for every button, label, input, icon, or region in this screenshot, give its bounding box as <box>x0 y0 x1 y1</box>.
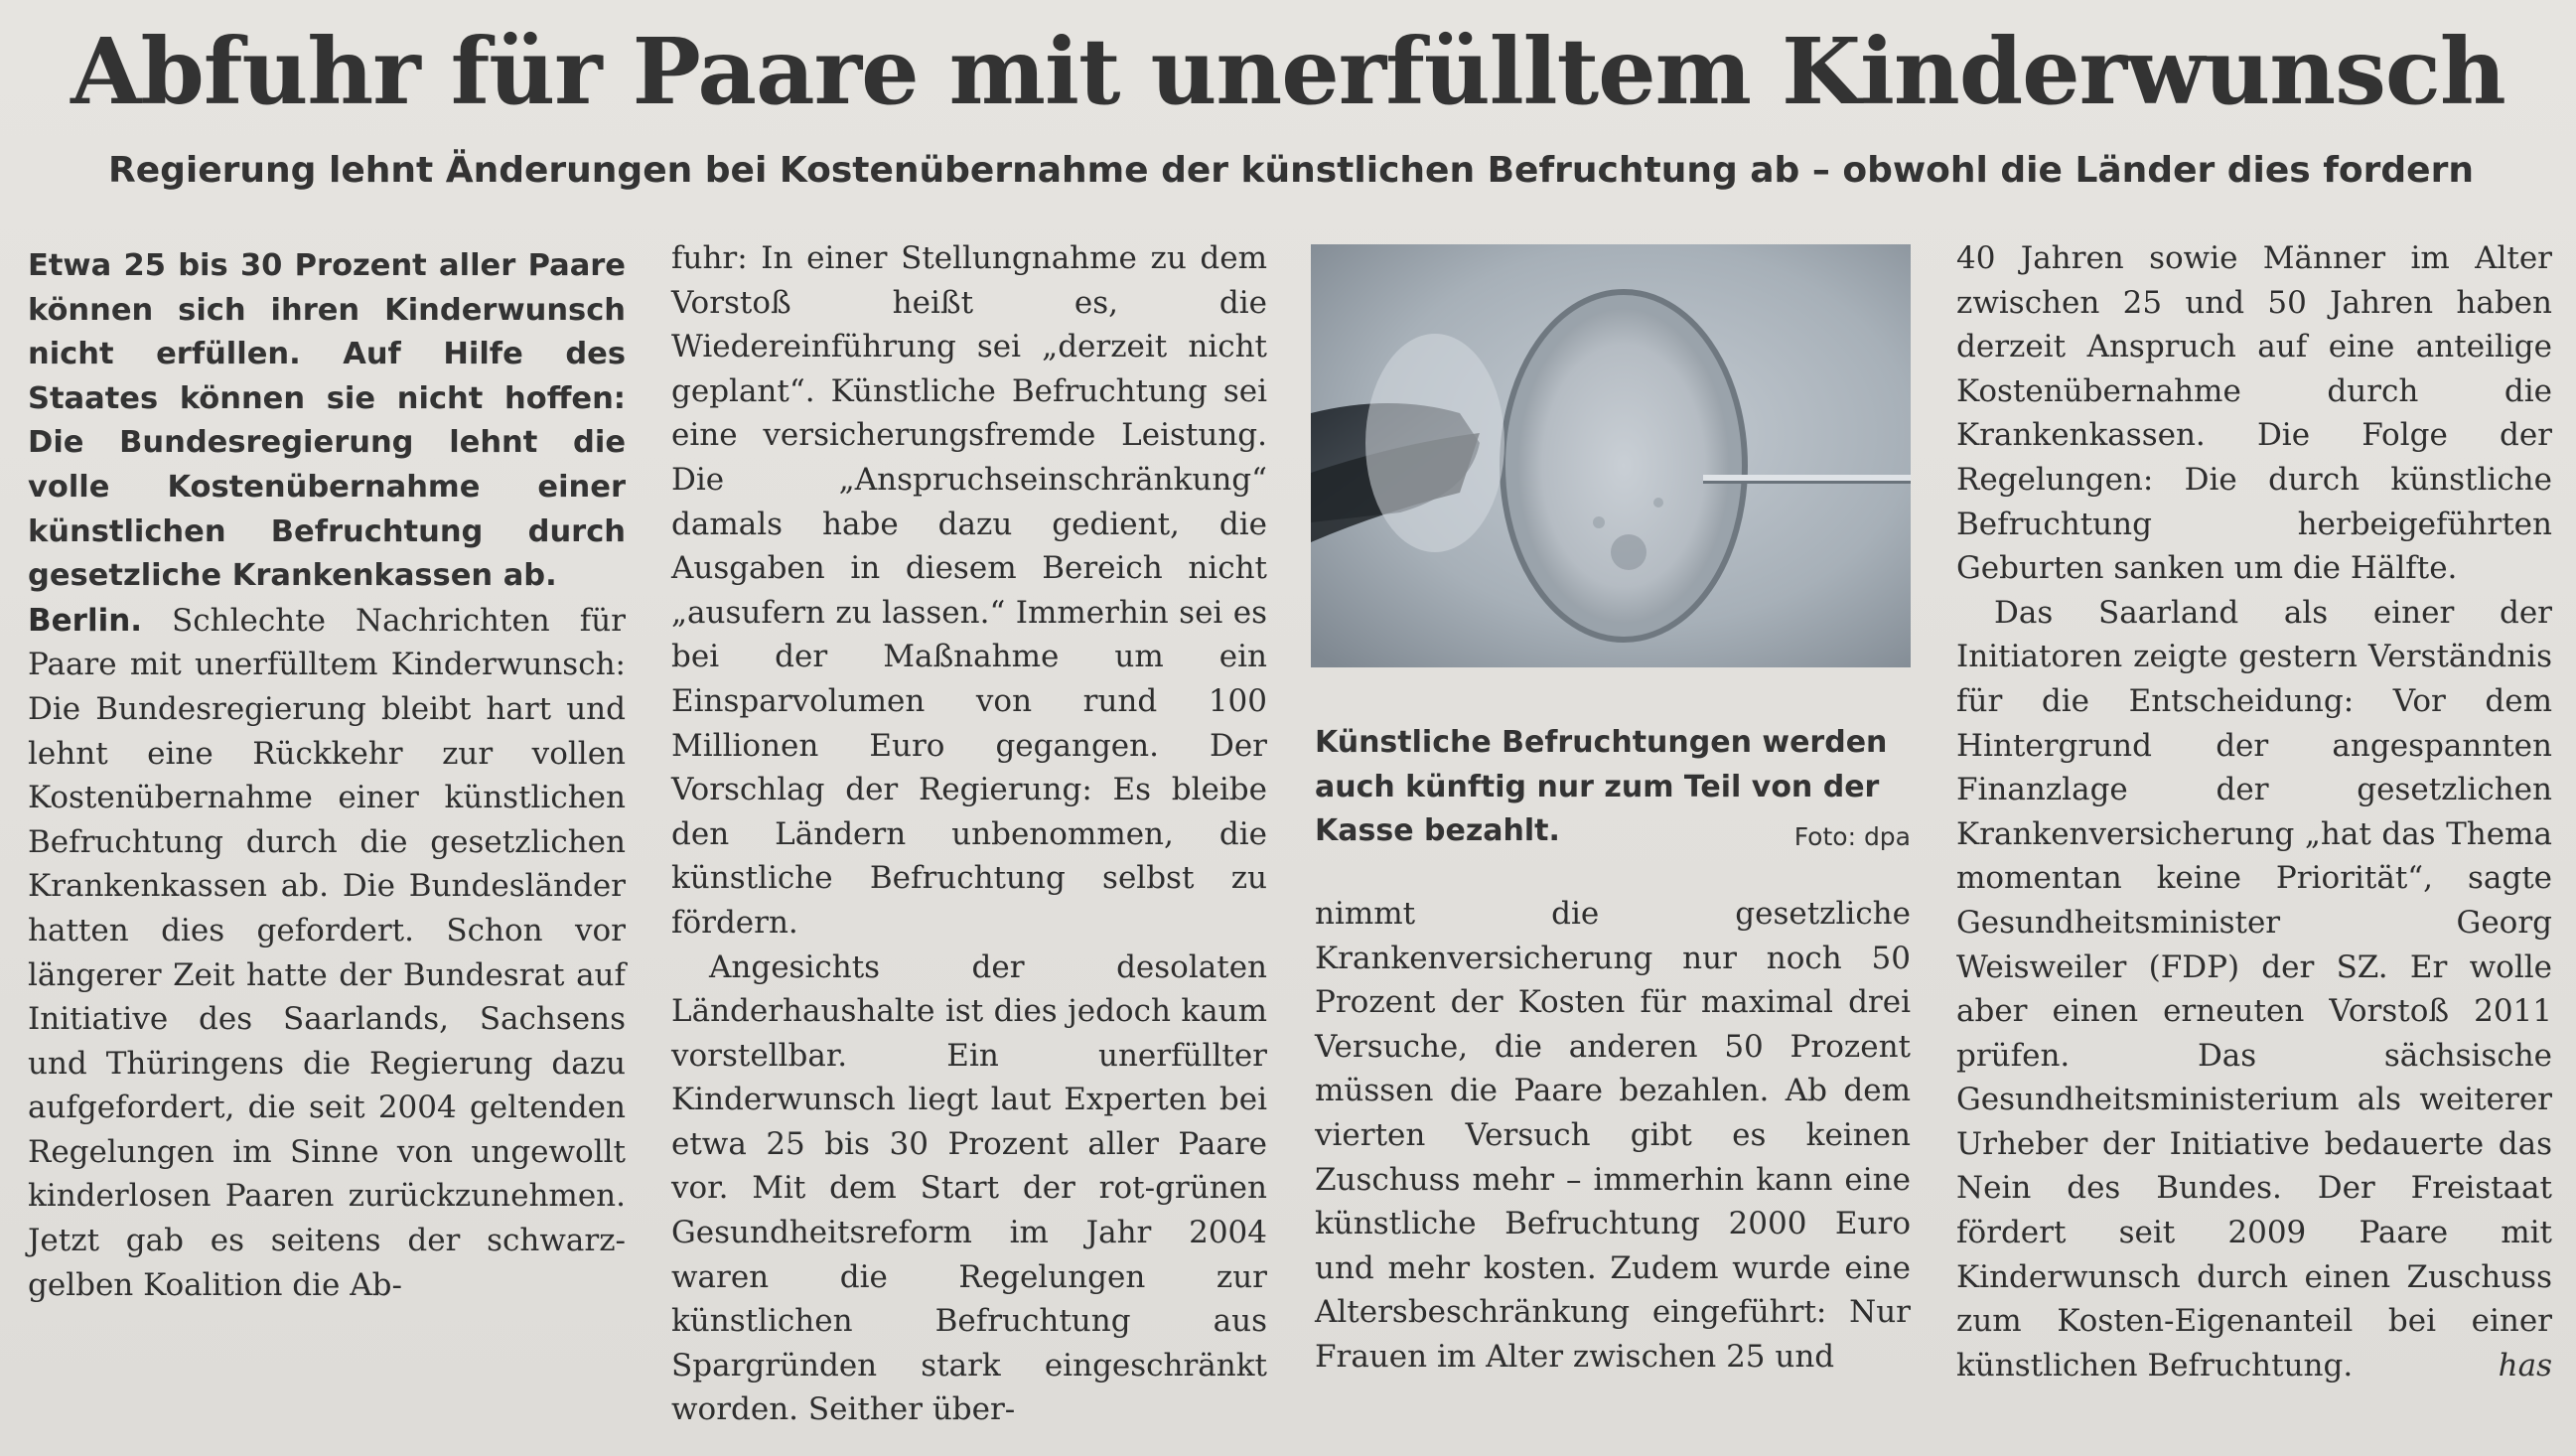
column-3 <box>1315 892 1911 1380</box>
body-paragraph: fuhr: In einer Stellungnahme zu dem Vorstoß heißt es, die Wiedereinführung sei „derzeit nicht geplant“. Künstliche Befruchtung sei eine versicherungsfremde Leistung. Die „Anspruchseinschränkung“ damals habe dazu gedient, die Ausgaben in diesem Bereich nicht „ausufern zu lassen.“ Immerhin sei es bei der Maßnahme um ein Einsparvolumen von rund 100 Millionen Euro gegangen. Der Vorschlag der Regierung: Es bleibe den Ländern unbenommen, die künstliche Befruchtung selbst zu fördern. <box>671 240 1267 941</box>
photo-caption <box>1315 721 1911 860</box>
author-initials: has <box>2498 1347 2552 1383</box>
column-1-text: Schlechte Nachrichten für Paare mit unerfülltem Kinderwunsch: Die Bundesregierung bleibt hart und lehnt eine Rückkehr zur vollen Kostenübernahme einer künstlichen Befruchtung durch die gesetzlichen Krankenkassen ab. Die Bundesländer hatten dies gefordert. Schon vor längerer Zeit hatte der Bundesrat auf Initiative des Saarlands, Sachsens und Thüringens die Regierung dazu aufgefordert, die seit 2004 geltenden Regelungen im Sinne von ungewollt kinderlosen Paaren zurückzunehmen. Jetzt gab es seitens der schwarz-gelben Koalition die Ab- <box>28 602 627 1303</box>
photo-credit: Foto: dpa <box>1793 822 1911 852</box>
ivf-photo <box>1311 244 1911 667</box>
headline: Abfuhr für Paare mit unerfülltem Kinderwunsch <box>71 18 2505 125</box>
body-paragraph: 40 Jahren sowie Männer im Alter zwischen 25 und 50 Jahren haben derzeit Anspruch auf eine anteilige Kostenübernahme durch die Krankenkassen. Die Folge der Regelungen: Die durch künstliche Befruchtung herbeigeführten Geburten sanken um die Hälfte. <box>1956 240 2552 587</box>
body-paragraph <box>1956 591 2552 1388</box>
column-4-text: Das Saarland als einer der Initiatoren zeigte gestern Verständnis für die Entscheidung: Vor dem Hintergrund der angespannten Finanzlage der gesetzlichen Krankenversicherung „hat das Thema momentan keine Priorität“, sagte Gesundheitsminister Georg Weisweiler (FDP) der SZ. Er wolle aber einen erneuten Vorstoß 2011 prüfen. Das sächsische Gesundheitsministerium als weiterer Urheber der Initiative bedauerte das Nein des Bundes. Der Freistaat fördert seit 2009 Paare mit Kinderwunsch durch einen Zuschuss zum Kosten-Eigenanteil bei einer künstlichen Befruchtung. <box>1956 594 2552 1383</box>
caption-text: Künstliche Befruchtungen werden auch künftig nur zum Teil von der Kasse bezahlt. <box>1315 725 1888 849</box>
body-paragraph: nimmt die gesetzliche Krankenversicherung nur noch 50 Prozent der Kosten für maximal drei Versuche, die anderen 50 Prozent müssen die Paare bezahlen. Ab dem vierten Versuch gibt es keinen Zuschuss mehr – immerhin kann eine künstliche Befruchtung 2000 Euro und mehr kosten. Zudem wurde eine Altersbeschränkung eingeführt: Nur Frauen im Alter zwischen 25 und <box>1315 896 1911 1375</box>
egg-cell-injection-image <box>1311 244 1911 667</box>
dateline: Berlin. <box>28 602 143 639</box>
column-4 <box>1956 236 2552 1387</box>
column-2 <box>671 236 1267 1432</box>
column-1 <box>28 244 626 1307</box>
body-paragraph: Angesichts der desolaten Länderhaushalte ist dies jedoch kaum vorstellbar. Ein unerfüllter Kinderwunsch liegt laut Experten bei etwa 25 bis 30 Prozent aller Paare vor. Mit dem Start der rot-grünen Gesundheitsreform im Jahr 2004 waren die Regelungen zur künstlichen Befruchtung aus Spargründen stark eingeschränkt worden. Seither über- <box>671 948 1267 1428</box>
body-paragraph <box>28 599 626 1308</box>
lead-paragraph: Etwa 25 bis 30 Prozent aller Paare können sich ihren Kinderwunsch nicht erfüllen. Auf Hilfe des Staates können sie nicht hoffen: Die Bundesregierung lehnt die volle Kostenübernahme einer künstlichen Befruchtung durch gesetzliche Krankenkassen ab. <box>28 248 626 594</box>
subheadline: Regierung lehnt Änderungen bei Kostenübernahme der künstlichen Befruchtung ab – obwohl die Länder dies fordern <box>108 150 2474 191</box>
